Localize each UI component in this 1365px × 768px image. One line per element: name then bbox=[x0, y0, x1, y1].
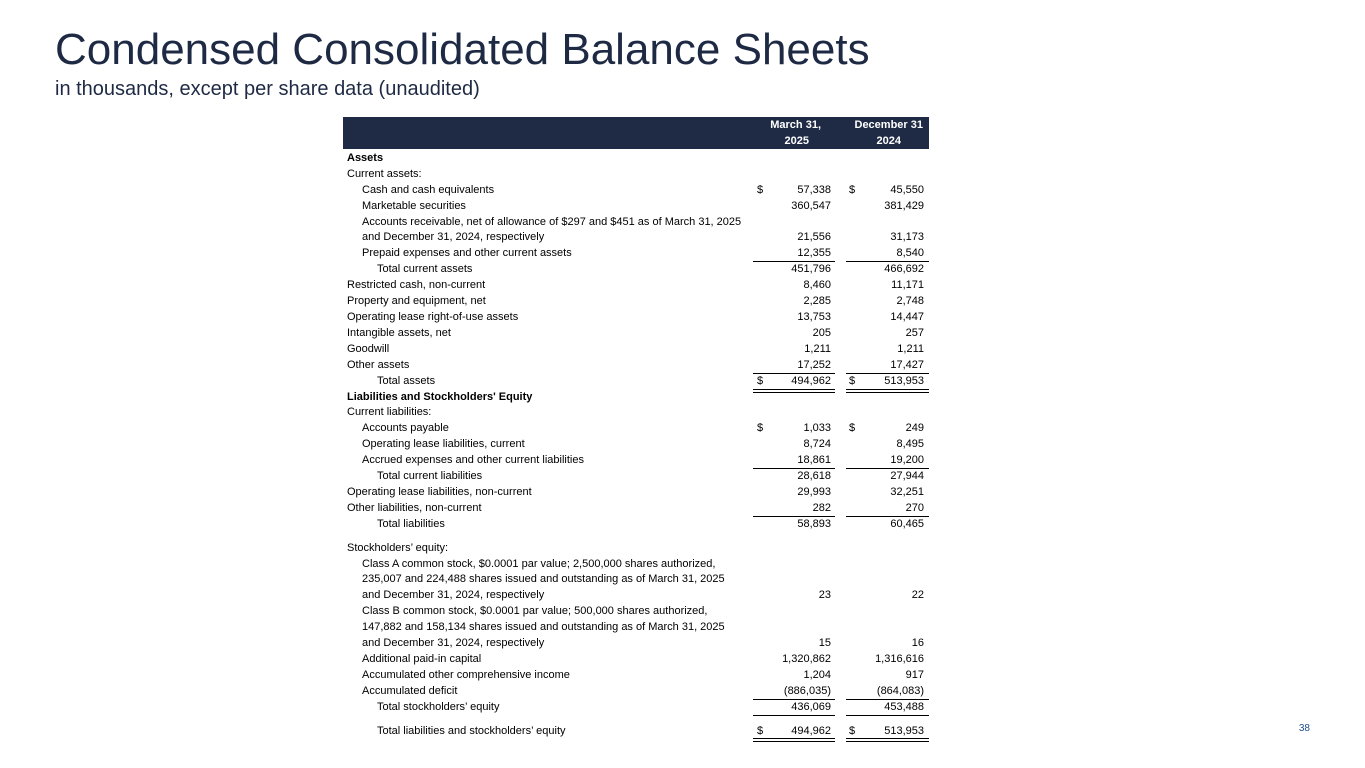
table-row bbox=[347, 453, 929, 469]
row-label: Total liabilities and stockholders’ equity bbox=[377, 724, 566, 737]
value-march-2025: 1,211 bbox=[804, 342, 831, 355]
row-label: and December 31, 2024, respectively bbox=[362, 636, 545, 649]
col2-header-line2: 2024 bbox=[876, 135, 901, 147]
value-dec-2024: 8,495 bbox=[896, 438, 924, 451]
table-row bbox=[347, 215, 929, 247]
value-dec-2024: 14,447 bbox=[890, 311, 924, 323]
row-label: Liabilities and Stockholders' Equity bbox=[347, 390, 533, 403]
row-label: Accumulated deficit bbox=[362, 684, 458, 697]
value-march-2025: (886,035) bbox=[783, 684, 831, 697]
value-march-2025: 21,556 bbox=[797, 231, 831, 244]
value-march-2025: 57,338 bbox=[797, 183, 831, 196]
table-row bbox=[347, 199, 929, 215]
table-row bbox=[347, 421, 929, 437]
row-label: Total assets bbox=[377, 374, 436, 387]
value-dec-2024: 917 bbox=[905, 668, 924, 681]
table-row bbox=[347, 326, 929, 342]
table-row bbox=[347, 278, 929, 294]
value-dec-2024: 19,200 bbox=[890, 454, 924, 467]
value-march-2025: 494,962 bbox=[791, 374, 831, 387]
row-label: and December 31, 2024, respectively bbox=[362, 589, 545, 602]
value-dec-2024: 22 bbox=[911, 589, 924, 602]
dollar-sign: $ bbox=[849, 374, 856, 387]
value-dec-2024: 249 bbox=[905, 422, 924, 435]
table-header bbox=[343, 117, 929, 149]
row-label: Other assets bbox=[347, 358, 410, 371]
value-march-2025: 1,204 bbox=[803, 668, 831, 681]
dollar-sign: $ bbox=[757, 724, 764, 737]
table-row bbox=[347, 390, 929, 406]
row-label: Total current assets bbox=[377, 263, 473, 276]
row-label: Class B common stock, $0.0001 par value; 500,000 shares authorized, bbox=[362, 605, 708, 618]
value-dec-2024: 8,540 bbox=[896, 247, 924, 260]
value-dec-2024: 11,171 bbox=[891, 279, 924, 292]
dollar-sign: $ bbox=[849, 183, 856, 196]
value-march-2025: 1,033 bbox=[803, 422, 831, 435]
value-march-2025: 58,893 bbox=[797, 517, 831, 530]
value-march-2025: 8,460 bbox=[803, 279, 831, 292]
row-label: Prepaid expenses and other current assets bbox=[362, 247, 572, 260]
row-label: Total current liabilities bbox=[377, 470, 483, 482]
table-row bbox=[347, 405, 929, 421]
value-dec-2024: 513,953 bbox=[884, 724, 924, 737]
table-row bbox=[347, 668, 929, 684]
table-row bbox=[347, 469, 929, 485]
table-row bbox=[347, 604, 929, 652]
row-label: Goodwill bbox=[347, 342, 390, 355]
value-march-2025: 282 bbox=[812, 501, 831, 514]
table-row bbox=[347, 262, 929, 278]
dollar-sign: $ bbox=[849, 724, 856, 737]
total-double-rule bbox=[753, 738, 835, 742]
table-row bbox=[347, 246, 929, 262]
row-label: and December 31, 2024, respectively bbox=[362, 231, 545, 244]
dollar-sign: $ bbox=[757, 422, 764, 435]
table-row bbox=[347, 541, 929, 557]
row-label: Additional paid-in capital bbox=[362, 652, 482, 665]
value-march-2025: 12,355 bbox=[797, 247, 831, 260]
row-label: Accounts payable bbox=[362, 422, 449, 435]
value-dec-2024: 257 bbox=[905, 326, 924, 339]
value-dec-2024: 381,429 bbox=[884, 199, 924, 212]
subtotal-rule bbox=[753, 715, 835, 716]
value-march-2025: 1,320,862 bbox=[782, 652, 831, 665]
table-row bbox=[347, 310, 929, 326]
total-double-rule bbox=[846, 738, 929, 742]
row-label: Operating lease right-of-use assets bbox=[347, 311, 519, 323]
table-row bbox=[347, 700, 929, 716]
row-label: Operating lease liabilities, non-current bbox=[347, 485, 532, 498]
row-label: Cash and cash equivalents bbox=[362, 183, 495, 196]
row-label: 235,007 and 224,488 shares issued and outstanding as of March 31, 2025 bbox=[362, 573, 725, 586]
row-label: Accounts receivable, net of allowance of $297 and $451 as of March 31, 2025 bbox=[362, 215, 742, 228]
row-label: Stockholders’ equity: bbox=[347, 541, 449, 554]
table-row bbox=[347, 684, 929, 700]
value-march-2025: 15 bbox=[818, 636, 831, 649]
value-dec-2024: 453,488 bbox=[884, 700, 924, 713]
row-label: Current assets: bbox=[347, 167, 422, 180]
subtotal-rule bbox=[846, 715, 929, 716]
dollar-sign: $ bbox=[849, 422, 856, 435]
value-dec-2024: 1,316,616 bbox=[875, 652, 924, 665]
table-row bbox=[347, 724, 929, 740]
value-dec-2024: 32,251 bbox=[890, 485, 924, 498]
value-dec-2024: 513,953 bbox=[884, 374, 924, 387]
value-dec-2024: 27,944 bbox=[890, 470, 924, 482]
row-label: Total stockholders’ equity bbox=[377, 700, 500, 713]
row-label: Assets bbox=[347, 152, 384, 164]
table-row bbox=[347, 167, 929, 183]
col2-header-line1: December 31 bbox=[854, 119, 923, 131]
value-march-2025: 494,962 bbox=[791, 724, 831, 737]
row-label: Accumulated other comprehensive income bbox=[362, 668, 570, 681]
row-label: Other liabilities, non-current bbox=[347, 501, 482, 514]
table-row bbox=[347, 151, 929, 167]
dollar-sign: $ bbox=[757, 183, 764, 196]
table-row bbox=[347, 183, 929, 199]
col1-header-line1: March 31, bbox=[770, 119, 821, 131]
value-dec-2024: 31,173 bbox=[890, 231, 924, 244]
table-row bbox=[347, 485, 929, 501]
page-title: Condensed Consolidated Balance Sheets bbox=[55, 25, 870, 74]
value-march-2025: 451,796 bbox=[791, 263, 831, 276]
table-row bbox=[347, 437, 929, 453]
value-march-2025: 205 bbox=[812, 326, 831, 339]
value-dec-2024: 466,692 bbox=[884, 263, 924, 276]
table-row bbox=[347, 501, 929, 517]
row-label: Restricted cash, non-current bbox=[347, 279, 486, 292]
value-dec-2024: 17,427 bbox=[890, 358, 924, 371]
value-march-2025: 436,069 bbox=[791, 700, 831, 713]
table-row bbox=[347, 294, 929, 310]
table-row bbox=[347, 652, 929, 668]
row-label: Intangible assets, net bbox=[347, 326, 451, 339]
value-march-2025: 13,753 bbox=[797, 311, 831, 323]
row-label: Operating lease liabilities, current bbox=[362, 438, 525, 451]
table-row bbox=[347, 517, 929, 533]
row-label: Marketable securities bbox=[362, 199, 466, 212]
col1-header-line2: 2025 bbox=[784, 135, 809, 147]
row-label: Accrued expenses and other current liabilities bbox=[362, 454, 584, 467]
value-march-2025: 23 bbox=[818, 589, 831, 602]
value-march-2025: 18,861 bbox=[797, 454, 831, 467]
row-label: Property and equipment, net bbox=[347, 295, 486, 308]
table-row bbox=[347, 358, 929, 374]
page-subtitle: in thousands, except per share data (unaudited) bbox=[55, 78, 480, 100]
value-march-2025: 29,993 bbox=[797, 485, 831, 498]
row-label: Total liabilities bbox=[377, 517, 445, 530]
value-dec-2024: 2,748 bbox=[896, 295, 924, 308]
value-dec-2024: 270 bbox=[905, 501, 924, 514]
value-march-2025: 8,724 bbox=[803, 438, 831, 451]
value-dec-2024: 60,465 bbox=[890, 517, 924, 530]
value-dec-2024: 16 bbox=[911, 636, 924, 649]
value-dec-2024: 1,211 bbox=[897, 342, 924, 355]
row-label: 147,882 and 158,134 shares issued and outstanding as of March 31, 2025 bbox=[362, 621, 725, 634]
value-march-2025: 360,547 bbox=[791, 199, 831, 212]
table-row bbox=[347, 374, 929, 390]
value-march-2025: 2,285 bbox=[803, 295, 831, 308]
value-dec-2024: 45,550 bbox=[890, 183, 924, 196]
value-march-2025: 17,252 bbox=[797, 358, 831, 371]
table-row bbox=[347, 342, 929, 358]
value-dec-2024: (864,083) bbox=[876, 684, 924, 697]
page-number: 38 bbox=[1298, 723, 1310, 734]
dollar-sign: $ bbox=[757, 374, 764, 387]
row-label: Class A common stock, $0.0001 par value; 2,500,000 shares authorized, bbox=[362, 557, 716, 570]
table-row bbox=[347, 557, 929, 605]
value-march-2025: 28,618 bbox=[797, 470, 831, 482]
row-label: Current liabilities: bbox=[347, 406, 432, 419]
